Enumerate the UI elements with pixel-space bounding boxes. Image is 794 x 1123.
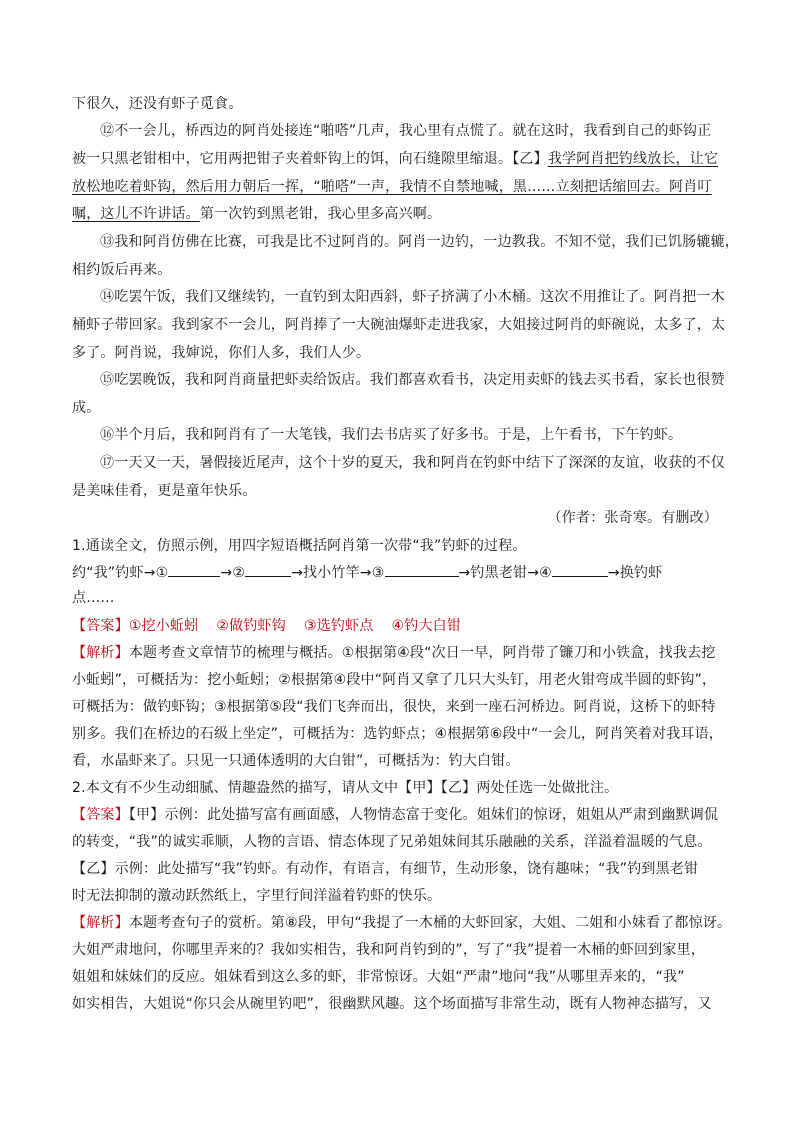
analysis-tag: 【解析】 [72, 915, 129, 931]
answer-item-3: ③选钓虾点 [303, 618, 374, 634]
paragraph-15-line-2: 成。 [72, 400, 101, 416]
paragraph-14-line-2: 桶虾子带回家。我到家不一会儿，阿肖捧了一大碗油爆虾走进我家，大姐接过阿肖的虾碗说，太多了，太 [72, 317, 726, 333]
answer-tag: 【答案】 [72, 807, 129, 823]
analysis-tag: 【解析】 [72, 645, 129, 661]
paragraph-12-line-1: ⑫不一会儿，桥西边的阿肖处接连“啪嗒”几声，我心里有点慌了。就在这时，我看到自己的虾钩正 [100, 123, 712, 139]
annotation-yi-underlined-end: 嘱，这儿不许讲话。 [72, 206, 200, 222]
question-1-chain-tail: 点…… [72, 590, 115, 606]
paragraph-12-text: 被一只黑老钳相中，它用两把钳子夹着虾钩上的饵，向石缝隙里缩退。【乙】 [72, 151, 548, 167]
answer-item-4: ④钓大白钳 [391, 618, 462, 634]
question-1-chain: 约“我”钓虾→① →② →找小竹竿→③ →钓黑老钳→④ →换钓虾 [72, 565, 663, 581]
paragraph-12-text-end: 第一次钓到黑老钳，我心里多高兴啊。 [199, 206, 442, 222]
question-2-analysis-line-3: 姐姐和妹妹们的反应。姐妹看到这么多的虾，非常惊讶。大姐“严肃”地问“我”从哪里弄来的，“我” [72, 969, 685, 985]
annotation-yi-underlined: 我学阿肖把钓线放长，让它 [547, 151, 719, 167]
question-2-answer-jia-line-1: 【答案】【甲】示例：此处描写富有画面感，人物情态富于变化。姐妹们的惊讶，姐姐从严肃到幽默调侃 [72, 807, 719, 823]
answer-tag: 【答案】 [72, 618, 129, 634]
question-2-answer-yi-line-2: 时无法抑制的激动跃然纸上，字里行间洋溢着钓虾的快乐。 [72, 888, 442, 904]
question-1-analysis-line-1: 【解析】本题考查文章情节的梳理与概括。①根据第④段“次日一早，阿肖带了镰刀和小铁盒，找我去挖 [72, 645, 716, 661]
question-2-analysis-line-4: 如实相告，大姐说“你只会从碗里钓吧”，很幽默风趣。这个场面描写非常生动，既有人物神态描写，又 [72, 996, 712, 1012]
answer-blank-3[interactable] [385, 563, 459, 577]
paragraph-17-line-1: ⑰一天又一天，暑假接近尾声，这个十岁的夏天，我和阿肖在钓虾中结下了深深的友谊，收获的不仅 [100, 455, 725, 471]
question-2: 2.本文有不少生动细腻、情趣盎然的描写，请从文中【甲】【乙】两处任选一处做批注。 [72, 780, 619, 796]
paragraph-13-line-1: ⑬我和阿肖仿佛在比赛，可我是比不过阿肖的。阿肖一边钓，一边教我。不知不觉，我们已饥肠辘辘， [100, 234, 739, 250]
question-2-answer-jia-line-2: 的转变，“我”的诚实乖顺，人物的言语、情态体现了兄弟姐妹间其乐融融的关系，洋溢着温暖的气息。 [72, 834, 712, 850]
answer-blank-4[interactable] [552, 563, 608, 577]
question-2-analysis-line-2: 大姐严肃地问，你哪里弄来的？我如实相告，我和阿肖钓到的”，写了“我”提着一木桶的虾回到家里， [72, 942, 705, 958]
question-2-analysis-line-1: 【解析】本题考查句子的赏析。第⑧段，甲句“我提了一木桶的大虾回家，大姐、二姐和小妹看了都惊讶。 [72, 915, 732, 931]
author-credit: （作者：张奇寒。有删改） [547, 510, 718, 526]
paragraph-12-line-2 [72, 150, 732, 168]
question-1-analysis-line-5: 看，水晶虾来了。只见一只通体透明的大白钳”，可概括为：钓大白钳。 [72, 753, 520, 769]
paragraph-16: ⑯半个月后，我和阿肖有了一大笔钱，我们去书店买了好多书。于是，上午看书，下午钓虾。 [100, 427, 683, 443]
answer-blank-2[interactable] [245, 563, 291, 577]
paragraph-12-line-4 [72, 205, 732, 223]
paragraph-11-tail: 下很久，还没有虾子觅食。 [72, 96, 243, 112]
question-1-analysis-line-2: 小蚯蚓”，可概括为：挖小蚯蚓；②根据第④段中“阿肖又拿了几只大头钉，用老火钳弯成半圆的虾钩”， [72, 672, 717, 688]
paragraph-17-line-2: 是美味佳肴，更是童年快乐。 [72, 483, 257, 499]
paragraph-13-line-2: 相约饭后再来。 [72, 262, 172, 278]
answer-blank-1[interactable] [168, 563, 220, 577]
answer-item-1: ①挖小蚯蚓 [128, 618, 199, 634]
question-1-analysis-line-4: 别多。我们在桥边的石级上坐定”，可概括为：选钓虾点；④根据第⑥段中“一会儿，阿肖笑着对我耳语， [72, 726, 724, 742]
paragraph-14-line-3: 多了。阿肖说，我婶说，你们人多，我们人少。 [72, 345, 371, 361]
paragraph-15-line-1: ⑮吃罢晚饭，我和阿肖商量把虾卖给饭店。我们都喜欢看书，决定用卖虾的钱去买书看，家长也很赞 [100, 372, 725, 388]
question-1: 1.通读全文，仿照示例，用四字短语概括阿肖第一次带“我”钓虾的过程。 [72, 538, 527, 554]
paragraph-14-line-1: ⑭吃罢午饭，我们又继续钓，一直钓到太阳西斜，虾子挤满了小木桶。这次不用推让了。阿肖把一木 [100, 289, 725, 305]
answer-item-2: ②做钓虾钩 [216, 618, 286, 634]
question-1-analysis-line-3: 可概括为：做钓虾钩；③根据第⑤段“我们飞奔而出，很快，来到一座石河桥边。阿肖说，这桥下的虾特 [72, 699, 716, 715]
question-1-answer [72, 617, 732, 635]
paragraph-12-line-3: 放松地吃着虾钩，然后用力朝后一挥，“啪嗒”一声，我情不自禁地喊，黑……立刻把话缩回去。阿肖叮 [72, 179, 712, 195]
question-2-answer-yi-line-1: 【乙】示例：此处描写“我”钓虾。有动作，有语言，有细节，生动形象，饶有趣味；“我”钓到黑老钳 [72, 861, 699, 877]
